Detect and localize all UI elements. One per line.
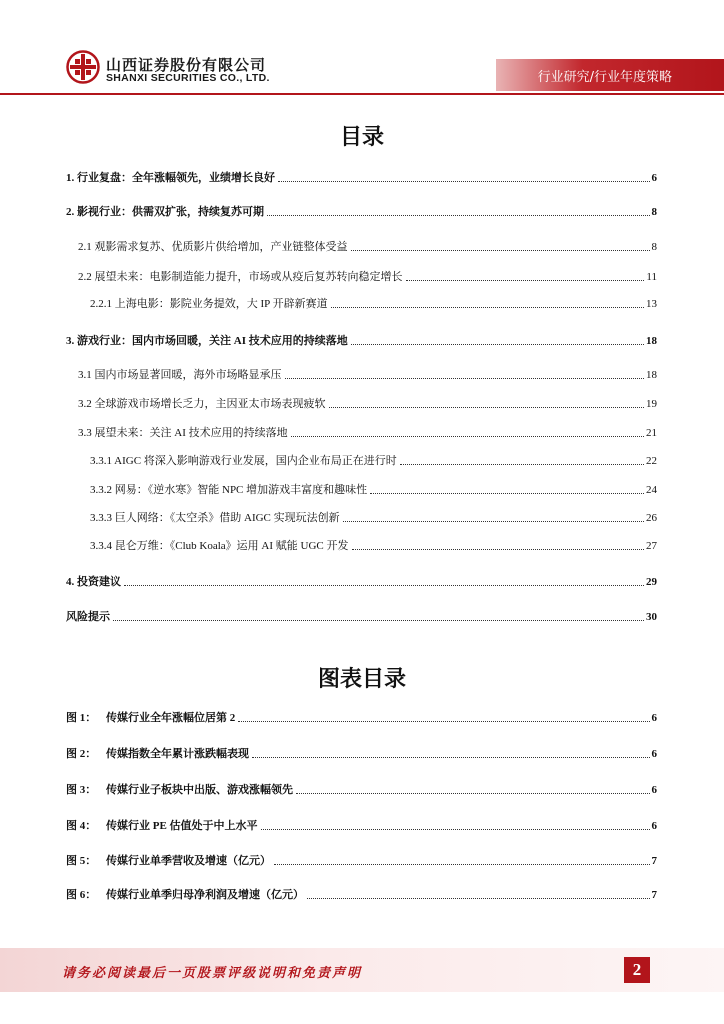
toc-entry-page: 27 — [646, 540, 657, 552]
dot-leader — [113, 619, 644, 621]
toc-entry-label: 3.1 国内市场显著回暖，海外市场略显承压 — [78, 369, 282, 381]
toc-entry[interactable] — [78, 238, 657, 254]
toc-entry-label: 4. 投资建议 — [66, 576, 121, 588]
dot-leader — [400, 463, 644, 465]
figure-entry-label — [66, 747, 250, 761]
dot-leader — [291, 435, 644, 437]
dot-leader — [252, 756, 650, 758]
toc-entry[interactable] — [66, 608, 657, 624]
figure-entry[interactable] — [66, 852, 657, 868]
toc-entry-page: 8 — [651, 206, 657, 218]
toc-entry-label: 3.3.3 巨人网络：《太空杀》借助 AIGC 实现玩法创新 — [90, 512, 340, 524]
dot-leader — [238, 720, 649, 722]
figure-entry[interactable] — [66, 709, 657, 725]
figure-number: 图 1： — [66, 712, 97, 724]
toc-entry-page: 30 — [646, 611, 657, 623]
toc-entry-page: 8 — [651, 241, 657, 253]
toc-entry-page: 29 — [646, 576, 657, 588]
toc-entry[interactable] — [78, 395, 657, 411]
header-divider — [0, 93, 724, 95]
dot-leader — [124, 584, 644, 586]
toc-entry-label: 3.3.2 网易：《逆水寒》智能 NPC 增加游戏丰富度和趣味性 — [90, 484, 368, 496]
dot-leader — [296, 792, 650, 794]
figure-entry-label — [66, 854, 272, 868]
toc-entry[interactable] — [90, 509, 657, 525]
page-header — [0, 0, 724, 100]
report-category-banner — [496, 59, 724, 91]
toc-entry-page: 18 — [646, 335, 657, 347]
dot-leader — [343, 520, 644, 522]
figure-entry-label — [66, 783, 294, 797]
toc-entry-label: 3. 游戏行业：国内市场回暖，关注 AI 技术应用的持续落地 — [66, 335, 348, 347]
figure-entry-label — [66, 819, 259, 833]
toc-entry-label: 3.2 全球游戏市场增长乏力，主因亚太市场表现疲软 — [78, 398, 326, 410]
toc-entry[interactable] — [90, 481, 657, 497]
toc-entry-label: 3.3.4 昆仑万维：《Club Koala》运用 AI 赋能 UGC 开发 — [90, 540, 349, 552]
toc-entry-page: 19 — [646, 398, 657, 410]
toc-entry[interactable] — [90, 452, 657, 468]
figure-entry-page: 7 — [651, 889, 657, 901]
toc-entry-page: 13 — [646, 298, 657, 310]
toc-entry[interactable] — [78, 366, 657, 382]
figure-entry[interactable] — [66, 781, 657, 797]
figure-caption: 传媒行业单季营收及增速（亿元） — [106, 855, 271, 867]
figure-entry[interactable] — [66, 745, 657, 761]
company-name-cn: 山西证券股份有限公司 — [106, 56, 267, 74]
figure-entry-page: 6 — [651, 748, 657, 760]
toc-entry-page: 11 — [646, 271, 657, 283]
figure-number: 图 4： — [66, 820, 97, 832]
figure-number: 图 6： — [66, 889, 97, 901]
toc-entry[interactable] — [90, 537, 657, 553]
toc-entry-label: 1. 行业复盘：全年涨幅领先，业绩增长良好 — [66, 172, 275, 184]
toc-entry[interactable] — [78, 268, 657, 284]
toc-entry-page: 18 — [646, 369, 657, 381]
dot-leader — [331, 306, 644, 308]
toc-entry[interactable] — [66, 169, 657, 185]
figure-entry-page: 6 — [651, 784, 657, 796]
figure-caption: 传媒行业子板块中出版、游戏涨幅领先 — [106, 784, 293, 796]
company-logo-icon — [66, 50, 100, 84]
dot-leader — [267, 214, 650, 216]
dot-leader — [307, 897, 650, 899]
figure-entry-label — [66, 711, 236, 725]
figure-entry[interactable] — [66, 886, 657, 902]
toc-entry-page: 6 — [651, 172, 657, 184]
company-name-en: SHANXI SECURITIES CO., LTD. — [106, 72, 270, 84]
dot-leader — [261, 828, 650, 830]
figure-entry-label — [66, 888, 305, 902]
disclaimer-notice: 请务必阅读最后一页股票评级说明和免责声明 — [62, 965, 363, 980]
toc-entry-label: 3.3 展望未来：关注 AI 技术应用的持续落地 — [78, 427, 288, 439]
dot-leader — [351, 249, 650, 251]
toc-entry-label: 2.2.1 上海电影：影院业务提效，大 IP 开辟新赛道 — [90, 298, 328, 310]
toc-entry-label: 2.2 展望未来：电影制造能力提升，市场或从疫后复苏转向稳定增长 — [78, 271, 403, 283]
figure-entry-page: 6 — [651, 712, 657, 724]
dot-leader — [329, 406, 645, 408]
figure-caption: 传媒行业全年涨幅位居第 2 — [106, 712, 236, 724]
page-footer — [0, 948, 724, 992]
toc-entry-page: 26 — [646, 512, 657, 524]
figure-entry-page: 7 — [651, 855, 657, 867]
toc-entry[interactable] — [78, 424, 657, 440]
toc-entry-page: 22 — [646, 455, 657, 467]
toc-entry[interactable] — [90, 295, 657, 311]
toc-entry[interactable] — [66, 573, 657, 589]
toc-entry-label: 2.1 观影需求复苏、优质影片供给增加，产业链整体受益 — [78, 241, 348, 253]
figure-list-title: 图表目录 — [317, 667, 406, 692]
dot-leader — [278, 180, 650, 182]
dot-leader — [351, 343, 644, 345]
toc-entry-label: 2. 影视行业：供需双扩张，持续复苏可期 — [66, 206, 264, 218]
figure-caption: 传媒行业 PE 估值处于中上水平 — [106, 820, 258, 832]
figure-caption: 传媒行业单季归母净利润及增速（亿元） — [106, 889, 304, 901]
toc-entry-label: 风险提示 — [66, 611, 110, 623]
figure-entry-page: 6 — [651, 820, 657, 832]
toc-entry-page: 21 — [646, 427, 657, 439]
toc-entry-label: 3.3.1 AIGC 将深入影响游戏行业发展，国内企业布局正在进行时 — [90, 455, 397, 467]
figure-number: 图 2： — [66, 748, 97, 760]
dot-leader — [285, 377, 645, 379]
toc-entry[interactable] — [66, 203, 657, 219]
figure-entry[interactable] — [66, 817, 657, 833]
toc-entry-page: 24 — [646, 484, 657, 496]
dot-leader — [406, 279, 645, 281]
figure-number: 图 3： — [66, 784, 97, 796]
toc-entry[interactable] — [66, 332, 657, 348]
dot-leader — [274, 863, 650, 865]
dot-leader — [370, 492, 644, 494]
dot-leader — [352, 548, 645, 550]
figure-number: 图 5： — [66, 855, 97, 867]
toc-title: 目录 — [339, 125, 384, 150]
figure-caption: 传媒指数全年累计涨跌幅表现 — [106, 748, 249, 760]
report-category-label: 行业研究/行业年度策略 — [537, 70, 672, 85]
page-number: 2 — [624, 957, 650, 983]
